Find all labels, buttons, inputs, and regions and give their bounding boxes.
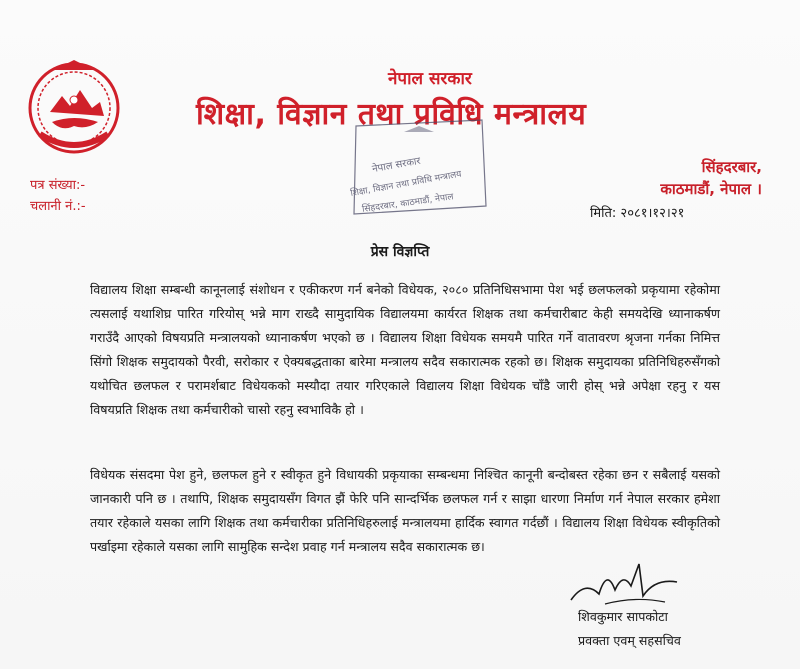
ministry-seal-stamp bbox=[344, 118, 494, 216]
handwritten-signature bbox=[565, 560, 685, 610]
signatory-name: शिवकुमार सापकोटा bbox=[578, 609, 668, 624]
dispatch-number-label: चलानी नं.:- bbox=[30, 199, 86, 214]
document-title: प्रेस विज्ञप्ति bbox=[370, 244, 430, 260]
issue-date: मिति: २०८१।१२।२१ bbox=[590, 206, 685, 221]
government-name: नेपाल सरकार bbox=[388, 69, 472, 89]
seal-line-1: नेपाल सरकार bbox=[371, 155, 422, 176]
ministry-name: शिक्षा, विज्ञान तथा प्रविधि मन्त्रालय bbox=[196, 97, 587, 132]
seal-line-3: सिंहदरबार, काठमाडौं, नेपाल bbox=[361, 192, 455, 215]
office-place: सिंहदरबार, bbox=[701, 158, 762, 176]
signatory-title: प्रवक्ता एवम् सहसचिव bbox=[578, 633, 681, 648]
nepal-government-emblem bbox=[24, 56, 124, 156]
letter-number-label: पत्र संख्या:- bbox=[30, 178, 86, 193]
office-city: काठमाडौं, नेपाल । bbox=[660, 180, 762, 198]
seal-line-2: शिक्षा, विज्ञान तथा प्रविधि मन्त्रालय bbox=[349, 169, 463, 199]
body-paragraph-1: विद्यालय शिक्षा सम्बन्धी कानूनलाई संशोधन र एकीकरण गर्न बनेको विधेयक, २०८० प्रतिनिधिसभामा पेश भई छलफलको प्रकृयामा रहेकोमा त्यसलाई यथाशिघ्र पारित गरियोस् भन्ने माग राख्दै सामुदायिक विद्यालयमा कार्यरत शिक्षक तथा कर्मचारीबाट केही समयदेखि ध्यानाकर्षण गराउँदै आएको विषयप्रति मन्त्रालयको ध्यानाकर्षण भएको छ । विद्यालय शिक्षा विधेयक समयमै पारित गर्ने वातावरण श्रृजना गर्नका निमित्त सिंगो शिक्षक समुदायको पैरवी, सरोकार र ऐक्यबद्धताका बारेमा मन्त्रालय सदैव सकारात्मक रहको छ। शिक्षक समुदायका प्रतिनिधिहरुसँगको यथोचित छलफल र परामर्शबाट विधेयकको मस्यौदा तयार गरिएकाले विद्यालय शिक्षा विधेयक चाँडै जारी होस् भन्ने अपेक्षा रहनु र यस विषयप्रति शिक्षक तथा कर्मचारीको चासो रहनु स्वभाविकै हो । bbox=[90, 282, 720, 417]
body-paragraph-2: विधेयक संसदमा पेश हुने, छलफल हुने र स्वीकृत हुने विधायकी प्रकृयाका सम्बन्धमा निश्चित कानूनी बन्दोबस्त रहेका छन र सबैलाई यसको जानकारी पनि छ । तथापि, शिक्षक समुदायसँग विगत झैं फेरि पनि सान्दर्भिक छलफल गर्न र साझा धारणा निर्माण गर्न नेपाल सरकार हमेशा तयार रहेकाले यसका लागि शिक्षक तथा कर्मचारीका प्रतिनिधिहरुलाई मन्त्रालयमा हार्दिक स्वागत गर्दछौं । विद्यालय शिक्षा विधेयक स्वीकृतिको पर्खाइमा रहेकाले यसका लागि सामुहिक सन्देश प्रवाह गर्न मन्त्रालय सदैव सकारात्मक छ। bbox=[90, 467, 720, 554]
